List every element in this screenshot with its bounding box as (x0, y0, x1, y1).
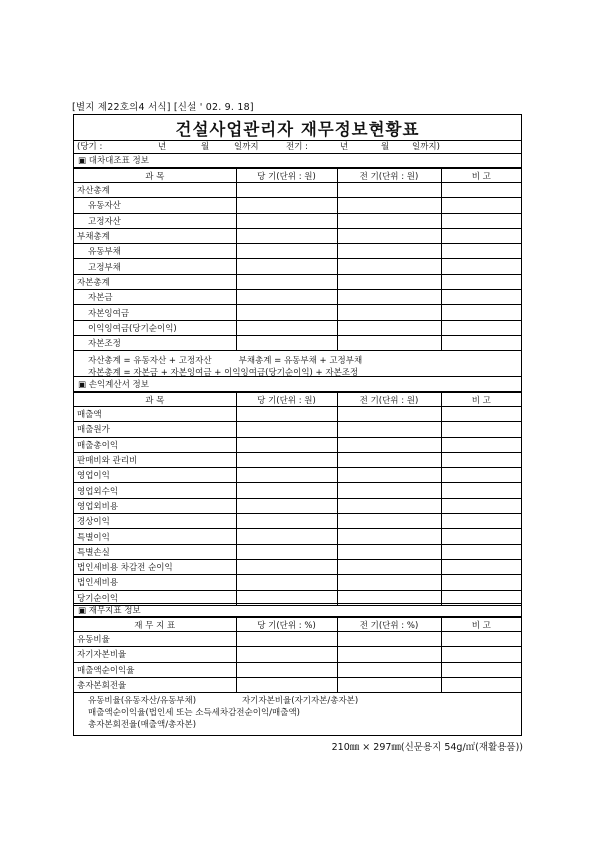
row-label: 영업외수익 (74, 483, 236, 498)
table-row (74, 437, 521, 452)
row-label: 자기자본비율 (74, 647, 236, 662)
row-label: 영업이익 (74, 468, 236, 483)
row-label: 자본조정 (74, 335, 236, 350)
column-header-previous: 전 기(단위 : %) (337, 618, 441, 632)
previous-value-cell[interactable] (337, 498, 441, 513)
current-value-cell[interactable] (236, 259, 337, 274)
previous-value-cell[interactable] (337, 437, 441, 452)
previous-year-label: 년 (340, 142, 349, 152)
current-month-label: 월 (201, 142, 210, 152)
current-value-cell[interactable] (236, 290, 337, 305)
previous-value-cell[interactable] (337, 514, 441, 529)
row-label: 이익잉여금(당기순이익) (74, 320, 236, 335)
current-value-cell[interactable] (236, 575, 337, 590)
column-header-remarks: 비 고 (441, 169, 521, 183)
column-header-previous: 전 기(단위 : 원) (337, 393, 441, 407)
formula-note: 총자본회전율(매출액/총자본) (88, 720, 197, 730)
remarks-cell[interactable] (441, 335, 521, 350)
table-row (74, 544, 521, 559)
row-label: 유동비율 (74, 632, 236, 647)
row-label: 자본금 (74, 290, 236, 305)
table-row (74, 662, 521, 677)
row-label: 고정자산 (74, 213, 236, 228)
row-label: 부채총계 (74, 228, 236, 243)
table-row (74, 498, 521, 513)
remarks-cell[interactable] (441, 452, 521, 467)
previous-value-cell[interactable] (337, 647, 441, 662)
current-value-cell[interactable] (236, 305, 337, 320)
previous-value-cell[interactable] (337, 213, 441, 228)
row-label: 판매비와 관리비 (74, 452, 236, 467)
previous-month-label: 월 (381, 142, 390, 152)
previous-value-cell[interactable] (337, 244, 441, 259)
remarks-cell[interactable] (441, 259, 521, 274)
formula-note: 자본총계 = 자본금 + 자본잉여금 + 이익잉여금(당기순이익) + 자본조정 (88, 368, 359, 377)
row-label: 유동부채 (74, 244, 236, 259)
previous-value-cell[interactable] (337, 422, 441, 437)
current-value-cell[interactable] (236, 544, 337, 559)
column-header-current: 당 기(단위 : 원) (236, 169, 337, 183)
remarks-cell[interactable] (441, 514, 521, 529)
table-row (74, 228, 521, 243)
formula-note: 매출액순이익율(법인세 또는 소득세차감전순이익/매출액) (88, 708, 300, 718)
remarks-cell[interactable] (441, 468, 521, 483)
paper-spec-footer: 210㎜ × 297㎜(신문용지 54g/㎡(재활용품)) (331, 742, 523, 753)
current-value-cell[interactable] (236, 559, 337, 574)
column-header-indicator: 재 무 지 표 (74, 618, 236, 632)
table-row (74, 244, 521, 259)
remarks-cell[interactable] (441, 407, 521, 422)
table-row (74, 259, 521, 274)
row-label: 총자본회전율 (74, 677, 236, 692)
remarks-cell[interactable] (441, 498, 521, 513)
table-row (74, 274, 521, 289)
current-value-cell[interactable] (236, 422, 337, 437)
previous-value-cell[interactable] (337, 335, 441, 350)
current-value-cell[interactable] (236, 335, 337, 350)
balance-sheet-section-title: ▣ 대차대조표 정보 (74, 154, 521, 168)
current-value-cell[interactable] (236, 662, 337, 677)
column-header-item: 과 목 (74, 393, 236, 407)
previous-until-label: 일까지) (412, 142, 440, 152)
remarks-cell[interactable] (441, 422, 521, 437)
income-statement-section-title: ▣ 손익계산서 정보 (74, 378, 521, 392)
row-label: 특별손실 (74, 544, 236, 559)
current-value-cell[interactable] (236, 320, 337, 335)
table-row (74, 305, 521, 320)
current-value-cell[interactable] (236, 198, 337, 213)
row-label: 자본총계 (74, 274, 236, 289)
current-value-cell[interactable] (236, 514, 337, 529)
previous-value-cell[interactable] (337, 228, 441, 243)
previous-value-cell[interactable] (337, 183, 441, 198)
current-year-label: 년 (158, 142, 167, 152)
remarks-cell[interactable] (441, 544, 521, 559)
current-value-cell[interactable] (236, 213, 337, 228)
column-header-item: 과 목 (74, 169, 236, 183)
row-label: 법인세비용 (74, 575, 236, 590)
row-label: 매출원가 (74, 422, 236, 437)
previous-value-cell[interactable] (337, 305, 441, 320)
previous-value-cell[interactable] (337, 544, 441, 559)
current-value-cell[interactable] (236, 244, 337, 259)
financial-indicators-formula-notes (74, 693, 521, 735)
remarks-cell[interactable] (441, 437, 521, 452)
table-row (74, 422, 521, 437)
balance-sheet-table (74, 168, 521, 351)
current-value-cell[interactable] (236, 468, 337, 483)
table-row (74, 198, 521, 213)
table-row (74, 290, 521, 305)
column-header-remarks: 비 고 (441, 393, 521, 407)
financial-indicators-table (74, 617, 521, 693)
income-statement-table (74, 392, 521, 606)
financial-indicators-section-title: ▣ 재무지표 정보 (74, 603, 521, 617)
previous-value-cell[interactable] (337, 290, 441, 305)
previous-value-cell[interactable] (337, 198, 441, 213)
previous-value-cell[interactable] (337, 559, 441, 574)
current-value-cell[interactable] (236, 677, 337, 692)
row-label: 당기순이익 (74, 590, 236, 605)
previous-value-cell[interactable] (337, 259, 441, 274)
previous-value-cell[interactable] (337, 274, 441, 289)
page-title: 건설사업관리자 재무정보현황표 (175, 120, 420, 139)
current-value-cell[interactable] (236, 632, 337, 647)
previous-value-cell[interactable] (337, 677, 441, 692)
previous-value-cell[interactable] (337, 632, 441, 647)
previous-value-cell[interactable] (337, 320, 441, 335)
column-header-current: 당 기(단위 : %) (236, 618, 337, 632)
row-label: 경상이익 (74, 514, 236, 529)
form-reference: [별지 제22호의4 서식] [신설 ' 02. 9. 18] (72, 102, 254, 113)
row-label: 자본잉여금 (74, 305, 236, 320)
current-until-label: 일까지 (234, 142, 259, 152)
remarks-cell[interactable] (441, 647, 521, 662)
current-value-cell[interactable] (236, 647, 337, 662)
remarks-cell[interactable] (441, 198, 521, 213)
previous-value-cell[interactable] (337, 468, 441, 483)
table-row (74, 407, 521, 422)
current-value-cell[interactable] (236, 183, 337, 198)
row-label: 매출액순이익율 (74, 662, 236, 677)
table-row (74, 575, 521, 590)
table-row (74, 514, 521, 529)
column-header-current: 당 기(단위 : 원) (236, 393, 337, 407)
row-label: 매출총이익 (74, 437, 236, 452)
table-row (74, 483, 521, 498)
previous-value-cell[interactable] (337, 662, 441, 677)
row-label: 유동자산 (74, 198, 236, 213)
table-row (74, 452, 521, 467)
previous-value-cell[interactable] (337, 452, 441, 467)
remarks-cell[interactable] (441, 483, 521, 498)
table-row (74, 632, 521, 647)
remarks-cell[interactable] (441, 677, 521, 692)
current-value-cell[interactable] (236, 529, 337, 544)
table-row (74, 677, 521, 692)
current-value-cell[interactable] (236, 483, 337, 498)
row-label: 영업외비용 (74, 498, 236, 513)
previous-value-cell[interactable] (337, 407, 441, 422)
formula-note: 자산총계 = 유동자산 + 고정자산 부채총계 = 유동부채 + 고정부채 (88, 356, 363, 366)
remarks-cell[interactable] (441, 213, 521, 228)
remarks-cell[interactable] (441, 575, 521, 590)
previous-period-prefix: 전기 : (286, 142, 308, 152)
row-label: 고정부채 (74, 259, 236, 274)
remarks-cell[interactable] (441, 529, 521, 544)
remarks-cell[interactable] (441, 274, 521, 289)
row-label: 매출액 (74, 407, 236, 422)
previous-value-cell[interactable] (337, 483, 441, 498)
table-header-row (74, 618, 521, 632)
row-label: 법인세비용 차감전 순이익 (74, 559, 236, 574)
remarks-cell[interactable] (441, 228, 521, 243)
remarks-cell[interactable] (441, 632, 521, 647)
remarks-cell[interactable] (441, 305, 521, 320)
balance-sheet-formula-notes (74, 355, 521, 377)
table-header-row (74, 393, 521, 407)
table-row (74, 335, 521, 350)
current-value-cell[interactable] (236, 228, 337, 243)
previous-value-cell[interactable] (337, 529, 441, 544)
table-row (74, 183, 521, 198)
table-header-row (74, 169, 521, 183)
table-row (74, 468, 521, 483)
remarks-cell[interactable] (441, 559, 521, 574)
current-value-cell[interactable] (236, 437, 337, 452)
column-header-previous: 전 기(단위 : 원) (337, 169, 441, 183)
row-label: 자산총계 (74, 183, 236, 198)
current-period-prefix: (당기 : (77, 142, 103, 152)
table-row (74, 320, 521, 335)
table-row (74, 647, 521, 662)
current-value-cell[interactable] (236, 407, 337, 422)
remarks-cell[interactable] (441, 662, 521, 677)
remarks-cell[interactable] (441, 183, 521, 198)
current-value-cell[interactable] (236, 452, 337, 467)
table-row (74, 529, 521, 544)
table-row (74, 213, 521, 228)
formula-note: 유동비율(유동자산/유동부채) 자기자본비율(자기자본/총자본) (88, 696, 359, 706)
remarks-cell[interactable] (441, 244, 521, 259)
table-row (74, 559, 521, 574)
row-label: 특별이익 (74, 529, 236, 544)
column-header-remarks: 비 고 (441, 618, 521, 632)
current-value-cell[interactable] (236, 498, 337, 513)
period-row (74, 140, 521, 154)
current-value-cell[interactable] (236, 274, 337, 289)
previous-value-cell[interactable] (337, 575, 441, 590)
remarks-cell[interactable] (441, 290, 521, 305)
remarks-cell[interactable] (441, 320, 521, 335)
